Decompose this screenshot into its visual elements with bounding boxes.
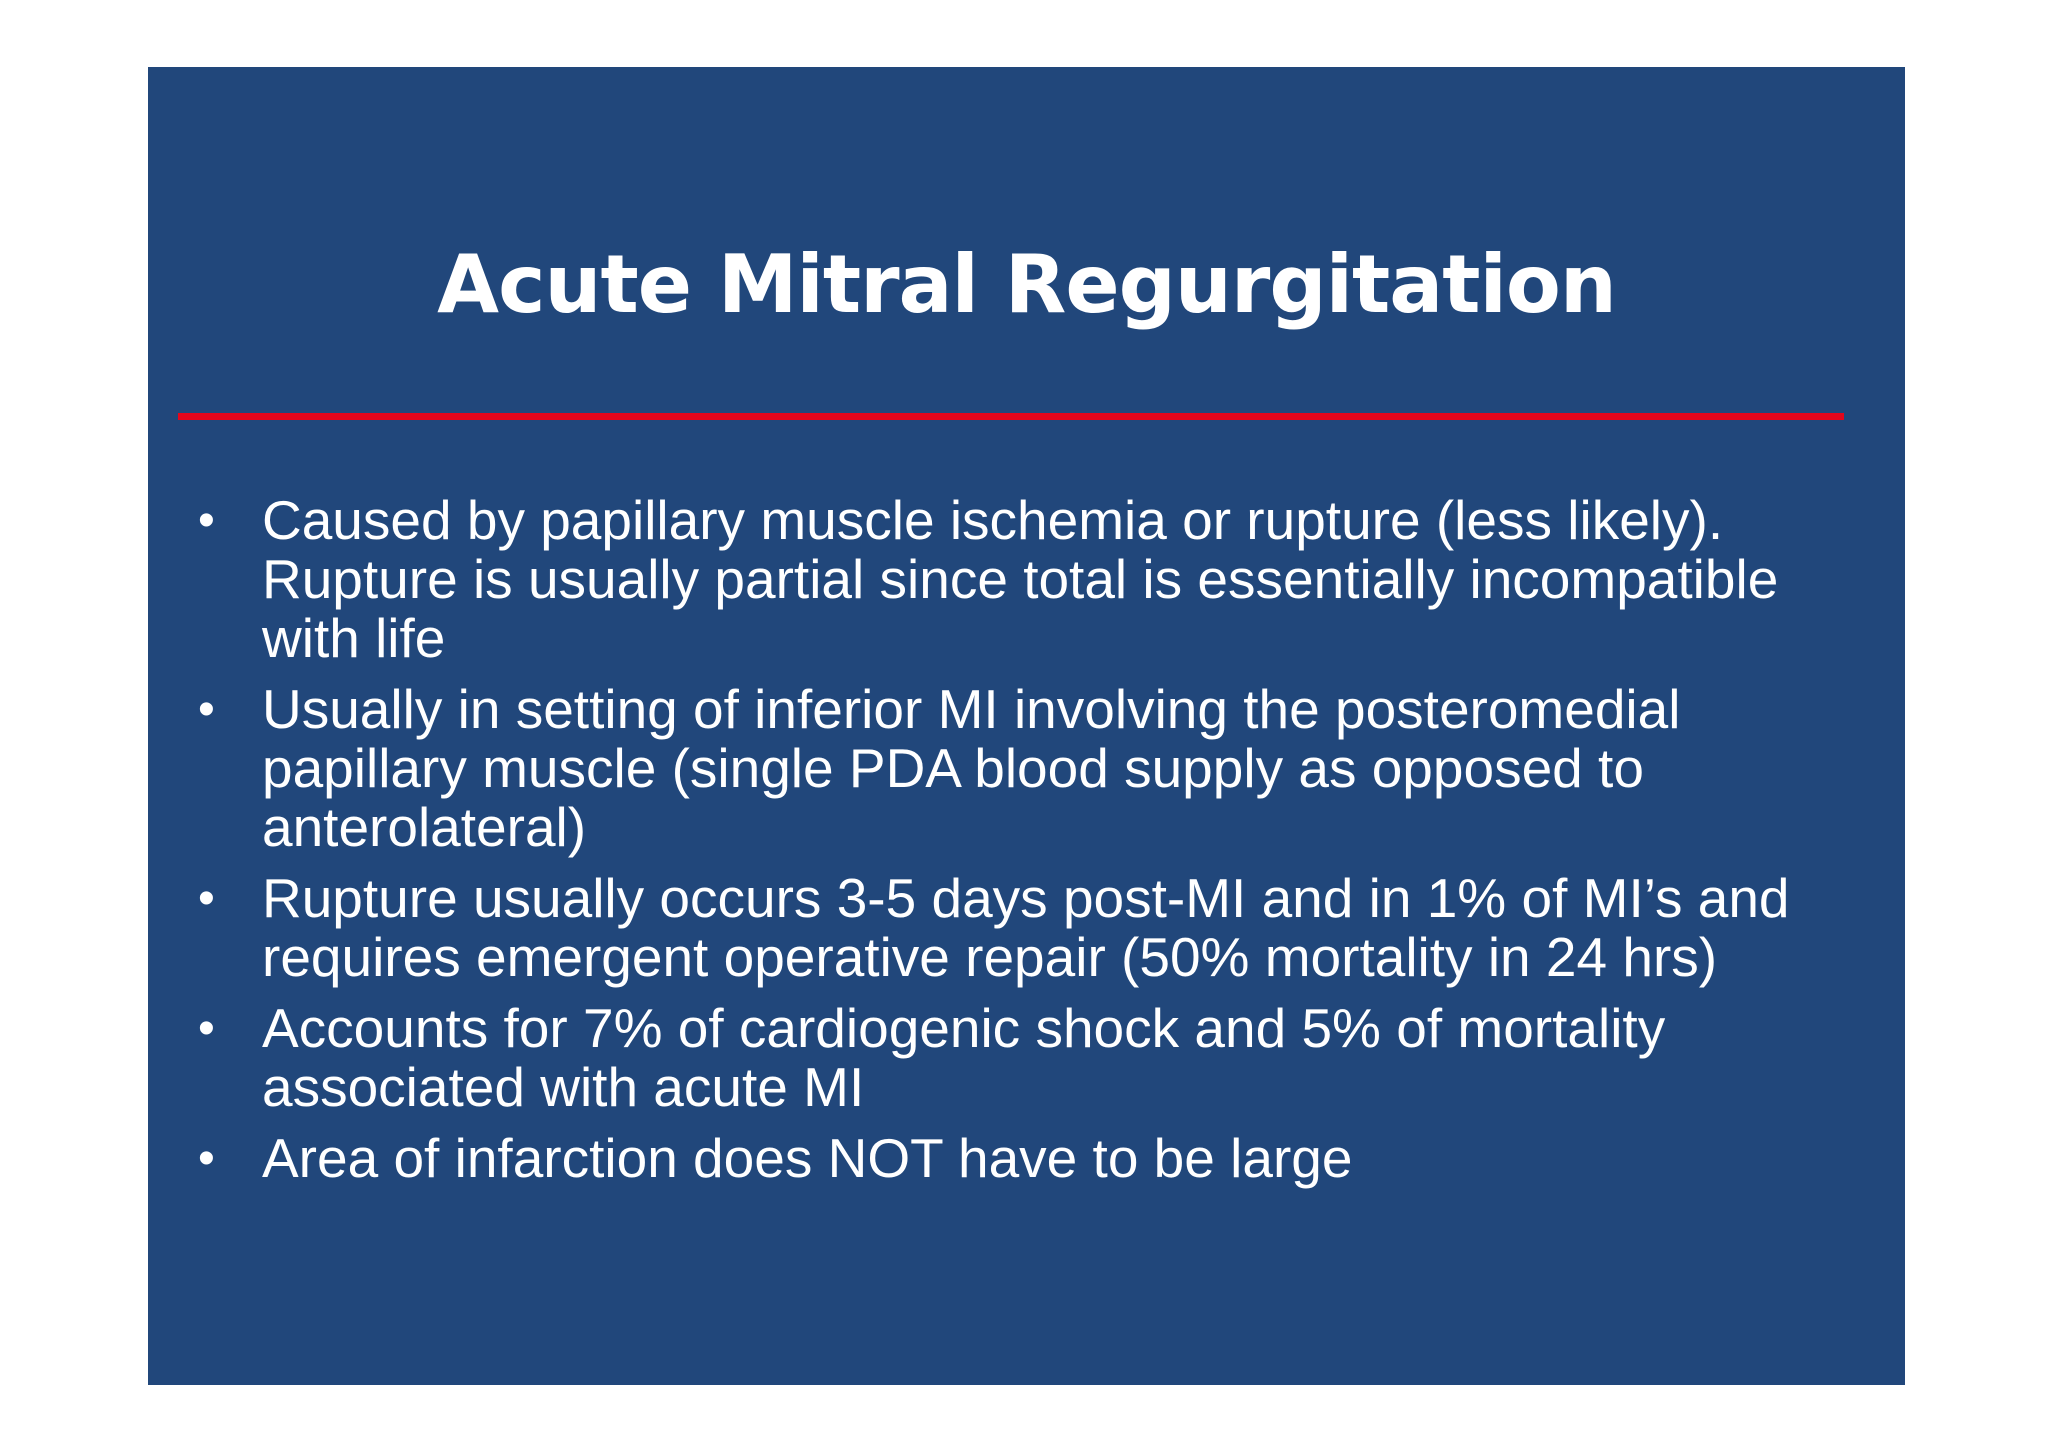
bullet-text: Area of infarction does NOT have to be large	[262, 1127, 1353, 1189]
bullet-item-infarct-size	[198, 1129, 1888, 1188]
slide-title: Acute Mitral Regurgitation	[437, 238, 1616, 331]
bullet-item-statistics	[198, 999, 1888, 1117]
bullet-item-timing	[198, 869, 1888, 987]
bullet-icon: •	[198, 1002, 215, 1055]
bullet-list	[198, 491, 1888, 1200]
slide	[148, 67, 1905, 1385]
bullet-text: Accounts for 7% of cardiogenic shock and 5% of mortality associated with acute MI	[262, 997, 1666, 1118]
bullet-text: Rupture usually occurs 3-5 days post-MI and in 1% of MI’s and requires emergent operative repair (50% mortality in 24 hrs)	[262, 867, 1790, 988]
title-divider	[178, 413, 1844, 420]
bullet-icon: •	[198, 494, 215, 547]
bullet-icon: •	[198, 683, 215, 736]
bullet-text: Caused by papillary muscle ischemia or rupture (less likely). Rupture is usually partial since total is essentially incompatible with life	[262, 489, 1779, 669]
bullet-item-setting	[198, 680, 1888, 857]
bullet-icon: •	[198, 872, 215, 925]
bullet-text: Usually in setting of inferior MI involving the posteromedial papillary muscle (single PDA blood supply as opposed to anterolateral)	[262, 678, 1681, 858]
bullet-item-causes	[198, 491, 1888, 668]
bullet-icon: •	[198, 1132, 215, 1185]
